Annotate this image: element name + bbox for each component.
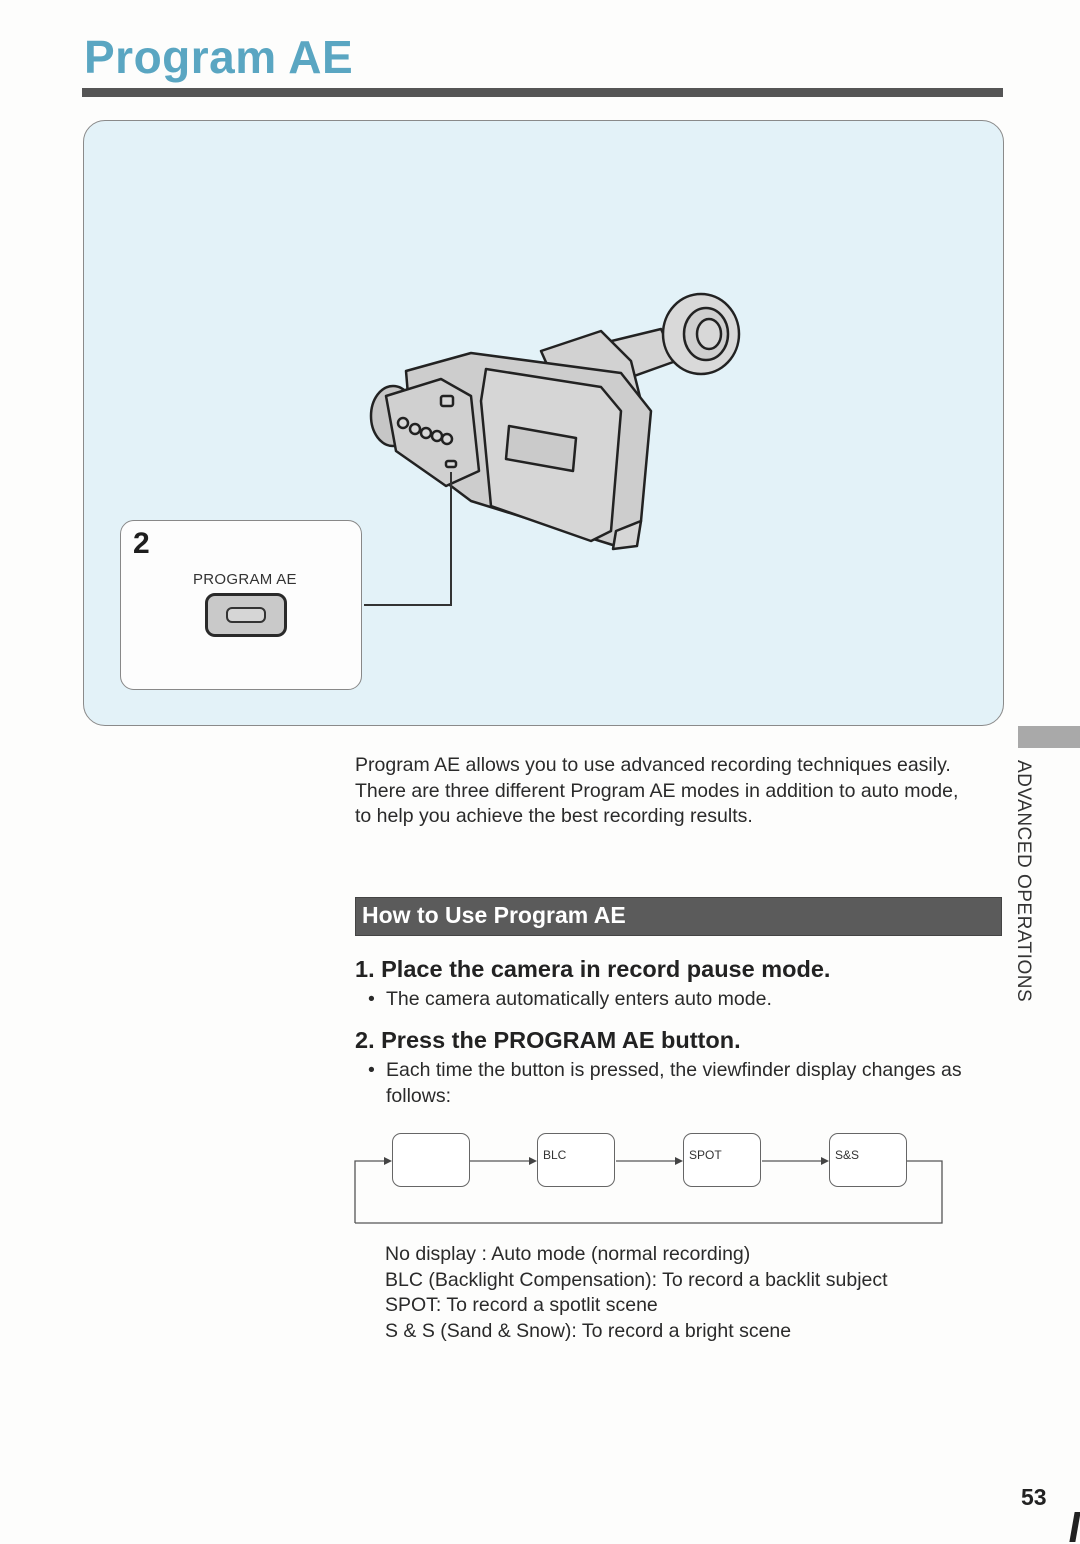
program-ae-button-icon xyxy=(205,593,287,637)
corner-mark xyxy=(1069,1512,1080,1542)
leader-line xyxy=(450,472,452,606)
legend-item: No display : Auto mode (normal recording) xyxy=(385,1243,751,1265)
flow-box-spot: SPOT xyxy=(683,1133,761,1187)
intro-text xyxy=(355,753,975,830)
step-title: 2. Press the PROGRAM AE button. xyxy=(355,1027,741,1053)
intro-paragraph: Program AE allows you to use advanced recording techniques easily. xyxy=(355,754,951,776)
legend-item: SPOT: To record a spotlit scene xyxy=(385,1294,658,1316)
step-title: 1. Place the camera in record pause mode. xyxy=(355,956,831,982)
intro-paragraph: There are three different Program AE modes in addition to auto mode, to help you achieve the best recording results. xyxy=(355,779,959,827)
section-heading: How to Use Program AE xyxy=(362,902,626,928)
section-heading-bar xyxy=(355,897,1002,936)
program-ae-callout xyxy=(120,520,362,690)
section-tab-marker xyxy=(1018,726,1080,748)
bullet-icon: • xyxy=(368,1059,375,1081)
flow-box-auto xyxy=(392,1133,470,1187)
flow-box-blc: BLC xyxy=(537,1133,615,1187)
bullet-icon: • xyxy=(368,988,375,1010)
leader-line xyxy=(364,604,452,606)
step-bullet: • Each time the button is pressed, the viewfinder display changes as follows: xyxy=(368,1059,962,1107)
page-title: Program AE xyxy=(84,31,354,83)
mode-legend xyxy=(385,1242,888,1344)
page-number: 53 xyxy=(1021,1484,1047,1510)
step-number: 2 xyxy=(133,527,150,560)
step-bullet: • The camera automatically enters auto mode. xyxy=(368,987,998,1013)
title-rule xyxy=(82,88,1003,97)
legend-item: BLC (Backlight Compensation): To record a backlit subject xyxy=(385,1268,888,1291)
button-label: PROGRAM AE xyxy=(193,571,297,588)
flow-box-sands: S&S xyxy=(829,1133,907,1187)
legend-item: S & S (Sand & Snow): To record a bright scene xyxy=(385,1319,792,1342)
section-side-label: ADVANCED OPERATIONS xyxy=(1013,760,1034,1003)
